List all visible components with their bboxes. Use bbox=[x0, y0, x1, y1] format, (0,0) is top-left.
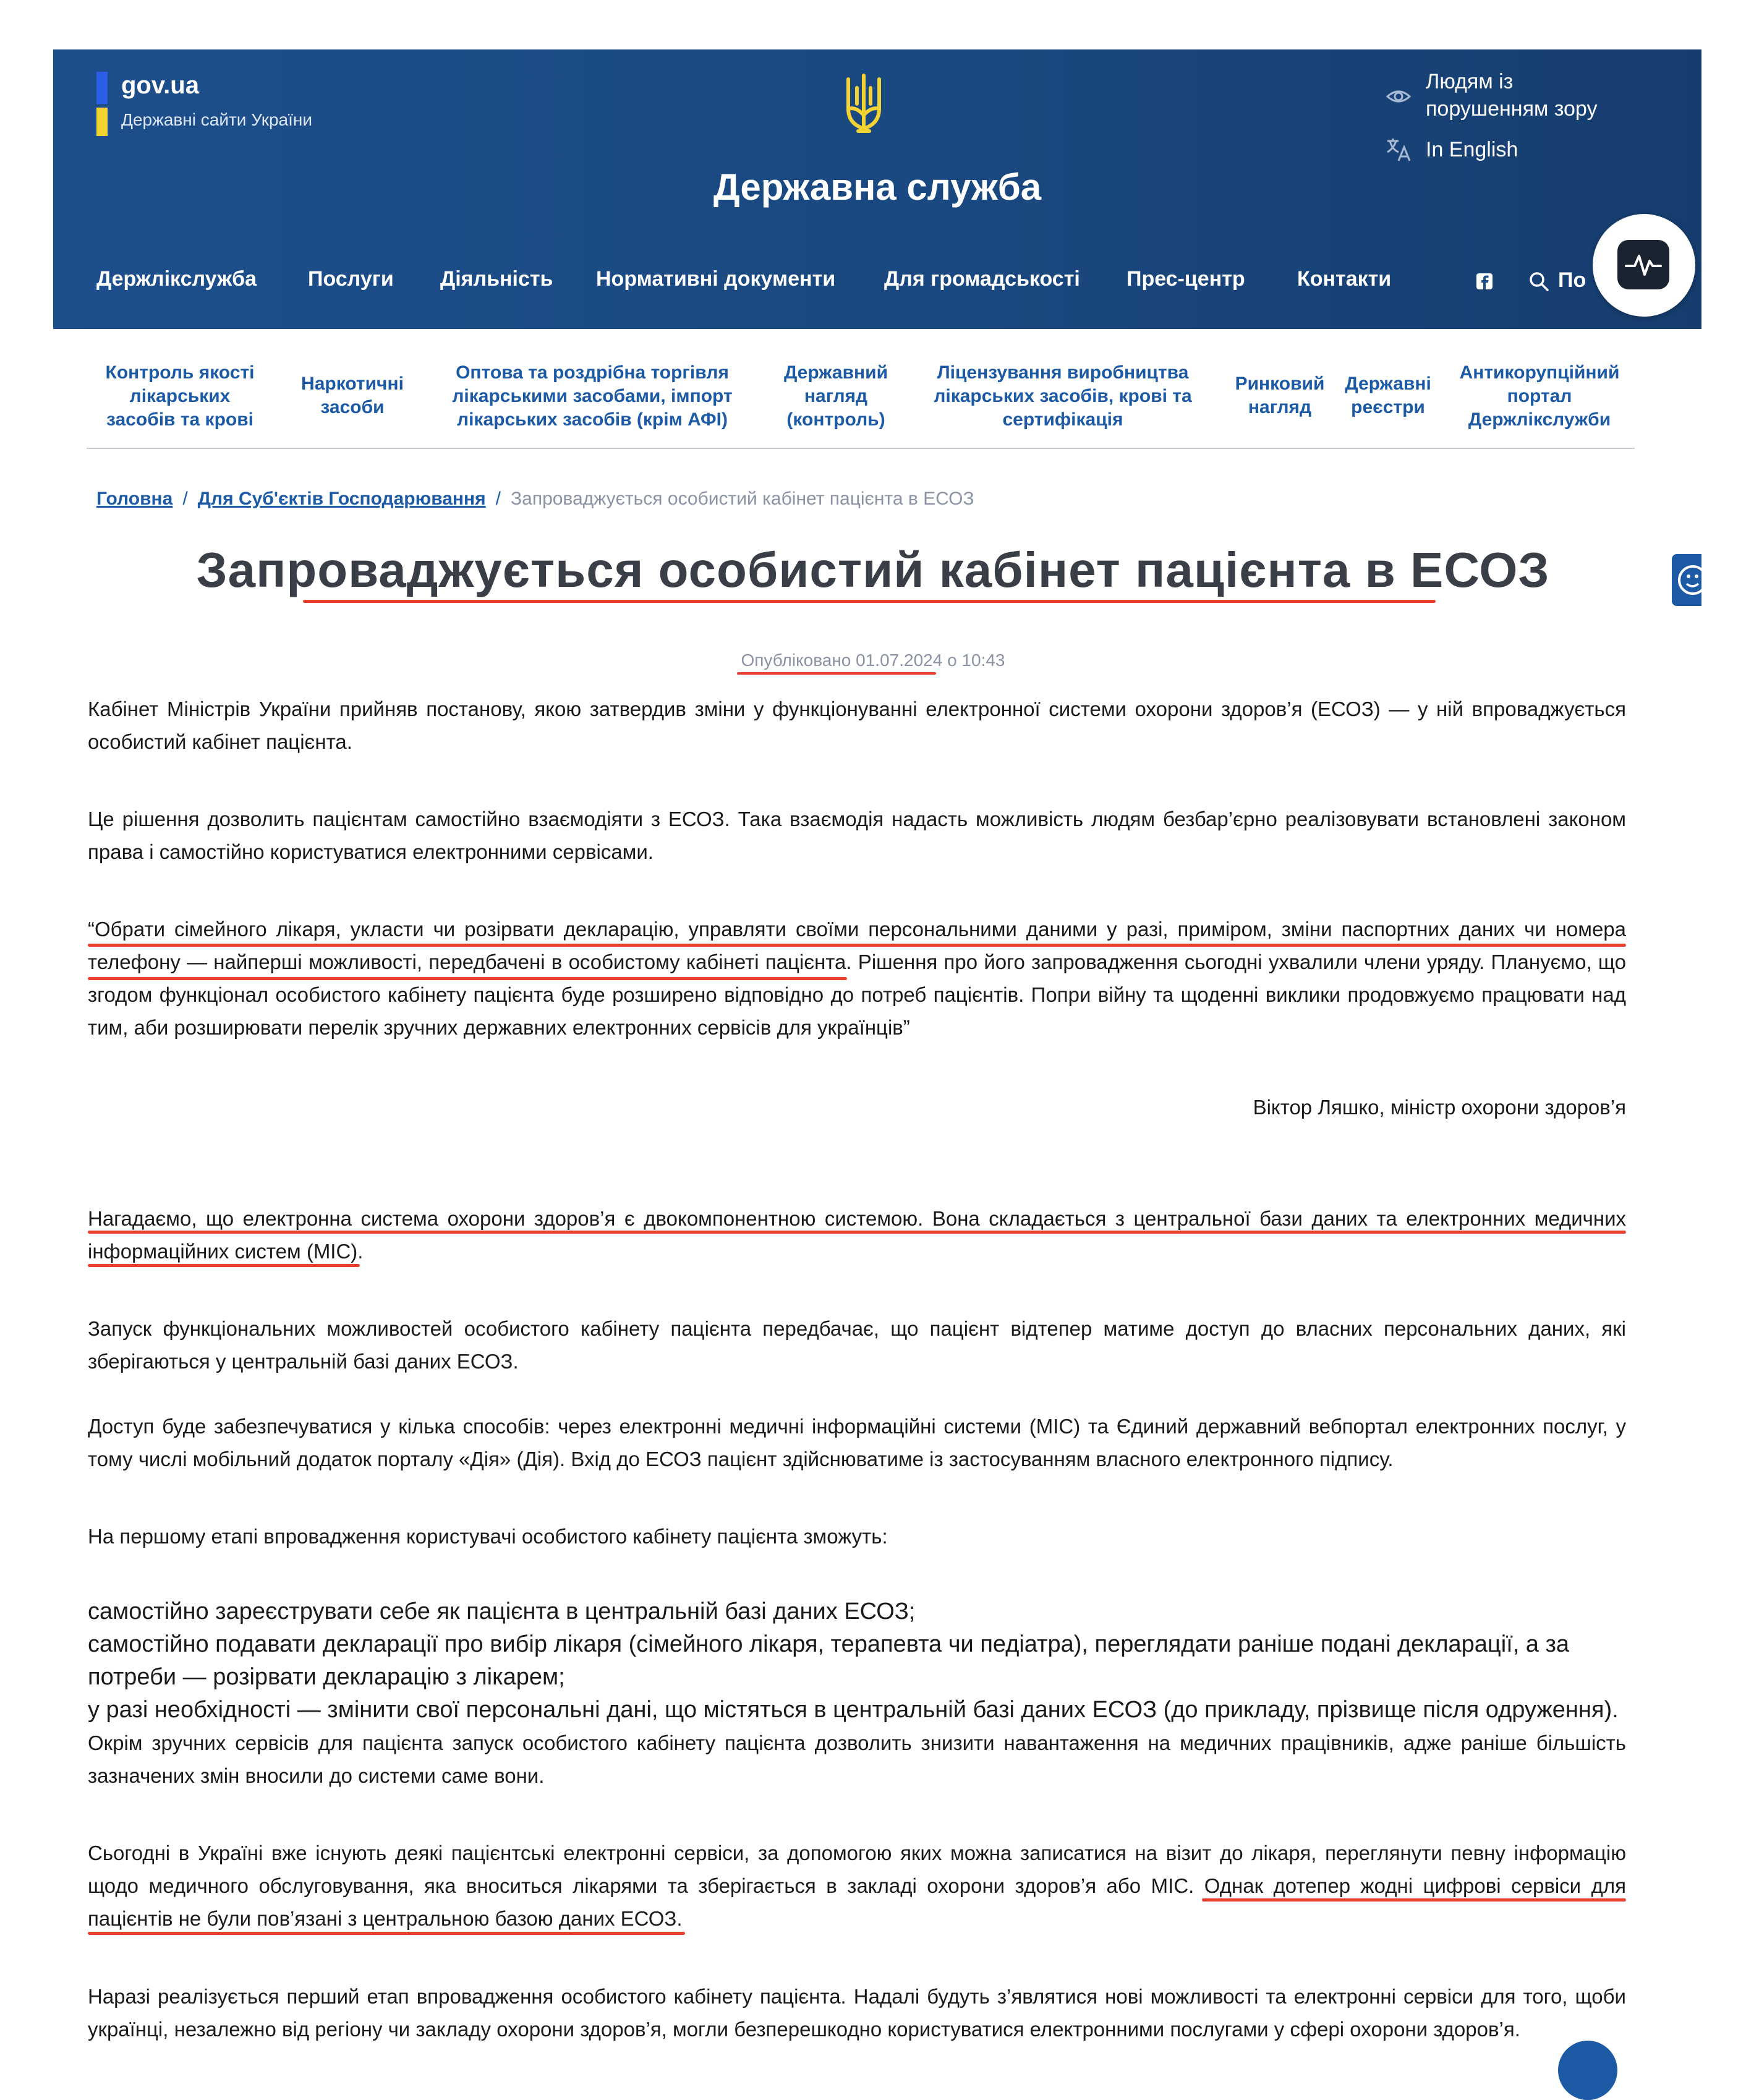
subnav-line: нагляд bbox=[804, 386, 868, 406]
english-label: In English bbox=[1426, 138, 1518, 161]
subnav-line: Оптова та роздрібна торгівля bbox=[456, 362, 729, 383]
article-paragraph-7: На першому етапі впровадження користувачі особистого кабінету пацієнта зможуть: bbox=[88, 1525, 888, 1548]
page-title: Запроваджується особистий кабінет пацієнта в ЕСОЗ bbox=[196, 542, 1550, 597]
low-vision-label-line1: Людям із bbox=[1426, 70, 1514, 93]
subnav-line: лікарськими засобами, імпорт bbox=[452, 386, 733, 406]
date-underline-mark bbox=[737, 672, 936, 675]
translate-icon bbox=[1385, 136, 1412, 163]
eye-icon bbox=[1385, 83, 1412, 110]
subnav-line: (контроль) bbox=[786, 409, 885, 430]
nav-item-derzhlikservice[interactable]: Держлікслужба bbox=[96, 267, 257, 291]
flag-yellow-stripe bbox=[96, 108, 108, 136]
title-underline-mark bbox=[303, 600, 1436, 603]
subnav-line: реєстри bbox=[1351, 397, 1425, 417]
subnav-line: сертифікація bbox=[1002, 409, 1123, 430]
breadcrumb-section[interactable]: Для Суб'єктів Господарювання bbox=[197, 489, 486, 509]
facebook-icon[interactable] bbox=[1475, 272, 1494, 291]
search-icon bbox=[1528, 271, 1549, 292]
list-item: самостійно зареєструвати себе як пацієнта в центральній базі даних ЕСОЗ; bbox=[88, 1598, 916, 1624]
subnav-line: лікарських засобів (крім АФІ) bbox=[457, 409, 728, 430]
article-paragraph-9: Сьогодні в Україні вже існують деякі пацієнтські електронні сервіси, за допомогою яких можна записатися на візит до лікаря, переглянути певну інформацію щодо медичного обслуговування, яка вноситься лікарями та зберігається в закладі охорони здоров’я або МІС. Однак дотепер жодні цифрові сервіси для пацієнтів не були пов’язані з центральною базою даних ЕСОЗ. bbox=[88, 1842, 1626, 1930]
subnav-item-quality-control[interactable] bbox=[96, 361, 263, 432]
subnav-line: лікарських засобів, крові та bbox=[934, 386, 1192, 406]
list-item: самостійно подавати декларації про вибір лікаря (сімейного лікаря, терапевта чи педіатра), переглядати раніше подані декларації, а за потреби — розірвати декларацію з лікарем; bbox=[88, 1631, 1570, 1690]
article-quote: “Обрати сімейного лікаря, укласти чи розірвати декларацію, управляти своїми персональними даними у разі, приміром, зміни паспортних даних чи номера телефону — найперші можливості, передбачені в особистому кабінеті пацієнта. Рішення про його запровадження сьогодні ухвалили члени уряду. Плануємо, що згодом функціонал особистого кабінету пацієнта буде розширено відповідно до потреб пацієнтів. Попри війну та щоденні виклики продовжуємо працювати над тим, аби розширювати перелік зручних державних електронних сервісів для українців” bbox=[88, 918, 1626, 1039]
breadcrumb-home[interactable]: Головна bbox=[96, 489, 173, 509]
subnav-line: засобів та крові bbox=[106, 409, 253, 430]
site-title: Державна служба bbox=[713, 166, 1042, 208]
paragraph-underline-mark bbox=[88, 1264, 360, 1267]
subnav-line: Наркотичні bbox=[301, 373, 404, 394]
subnav-line: Контроль якості bbox=[105, 362, 255, 383]
nav-item-contacts[interactable]: Контакти bbox=[1297, 267, 1392, 291]
article-paragraph-1: Кабінет Міністрів України прийняв постанову, якою затвердив зміни у функціонуванні електронної системи охорони здоров’я (ЕСОЗ) — у ній впроваджується особистий кабінет пацієнта. bbox=[88, 698, 1626, 753]
category-nav bbox=[87, 357, 1635, 449]
article-paragraph-8: Окрім зручних сервісів для пацієнта запуск особистого кабінету пацієнта дозволить знизити навантаження на медичних працівників, адже раніше більшість зазначених змін вносили до системи саме вони. bbox=[88, 1731, 1626, 1787]
nav-item-normative-docs[interactable]: Нормативні документи bbox=[596, 267, 836, 291]
pulse-icon bbox=[1617, 240, 1669, 289]
breadcrumb bbox=[96, 489, 974, 510]
subnav-item-state-registers[interactable] bbox=[1335, 372, 1441, 419]
paragraph-underline-mark bbox=[1202, 1898, 1626, 1902]
quote-signature: Віктор Ляшко, міністр охорони здоров’я bbox=[1253, 1096, 1626, 1119]
chat-button[interactable] bbox=[1558, 2041, 1617, 2100]
published-date: Опубліковано 01.07.2024 о 10:43 bbox=[741, 651, 1005, 670]
subnav-line: засоби bbox=[320, 397, 385, 417]
govua-title: gov.ua bbox=[121, 72, 199, 99]
site-header bbox=[53, 49, 1701, 329]
subnav-item-licensing[interactable] bbox=[920, 361, 1206, 432]
health-widget-button[interactable] bbox=[1593, 214, 1695, 317]
subnav-line: нагляд bbox=[1248, 397, 1312, 417]
article-paragraph-6: Доступ буде забезпечуватися у кілька способів: через електронні медичні інформаційні системи (МІС) та Єдиний державний вебпортал електронних послуг, у тому числі мобільний додаток порталу «Дія» (Дія). Вхід до ЕСОЗ пацієнт здійснюватиме із застосуванням власного електронного підпису. bbox=[88, 1415, 1626, 1470]
article-paragraph-5: Запуск функціональних можливостей особистого кабінету пацієнта передбачає, що пацієнт відтепер матиме доступ до власних персональних даних, які зберігаються у центральній базі даних ЕСОЗ. bbox=[88, 1317, 1626, 1373]
article-paragraph-4: Нагадаємо, що електронна система охорони здоров’я є двокомпонентною системою. Вона складається з центральної бази даних та електронних медичних інформаційних систем (МІС). bbox=[88, 1207, 1626, 1263]
subnav-line: портал bbox=[1507, 386, 1572, 406]
subnav-item-narcotics[interactable] bbox=[284, 372, 420, 419]
breadcrumb-current: Запроваджується особистий кабінет пацієнта в ЕСОЗ bbox=[511, 489, 974, 509]
quote-underline-mark bbox=[88, 944, 1626, 947]
nav-item-public[interactable]: Для громадськості bbox=[884, 267, 1080, 291]
subnav-line: Антикорупційний bbox=[1459, 362, 1620, 383]
article-paragraph-10: Наразі реалізується перший етап впровадження особистого кабінету пацієнта. Надалі будуть з’являтися нові можливості та електронні сервіси для того, щоби українці, незалежно від регіону чи закладу охорони здоров’я, могли безперешкодно користуватися електронними послугами у сфері охорони здоров’я. bbox=[88, 1985, 1626, 2041]
flag-blue-stripe bbox=[96, 72, 108, 104]
subnav-line: лікарських bbox=[129, 386, 231, 406]
govua-subtitle: Державні сайти України bbox=[121, 110, 313, 129]
subnav-line: Державні bbox=[1345, 373, 1431, 394]
subnav-item-market-surveillance[interactable] bbox=[1230, 372, 1329, 419]
paragraph-underline-mark bbox=[88, 1231, 1626, 1234]
nav-item-activity[interactable]: Діяльність bbox=[440, 267, 553, 291]
subnav-line: Ринковий bbox=[1235, 373, 1325, 394]
search-label: По bbox=[1558, 268, 1586, 292]
quote-underline-mark bbox=[88, 977, 847, 980]
search-button[interactable] bbox=[1528, 268, 1586, 292]
trident-icon[interactable] bbox=[843, 72, 884, 136]
article-paragraph-2: Це рішення дозволить пацієнтам самостійно взаємодіяти з ЕСОЗ. Така взаємодія надасть можливість людям безбар’єрно реалізовувати встановлені законом права і самостійно користуватися електронними сервісами. bbox=[88, 808, 1626, 863]
paragraph-underline-mark bbox=[88, 1932, 685, 1935]
list-item: у разі необхідності — змінити свої персональні дані, що містяться в центральній базі даних ЕСОЗ (до прикладу, прізвище після одруження). bbox=[88, 1697, 1619, 1723]
breadcrumb-separator: / bbox=[495, 489, 501, 509]
subnav-line: Державний bbox=[783, 362, 888, 383]
nav-item-services[interactable]: Послуги bbox=[308, 267, 394, 291]
breadcrumb-separator: / bbox=[182, 489, 188, 509]
subnav-item-wholesale-retail[interactable] bbox=[443, 361, 742, 432]
low-vision-label-line2: порушенням зору bbox=[1426, 97, 1598, 121]
nav-item-press-center[interactable]: Прес-центр bbox=[1126, 267, 1245, 291]
subnav-item-anticorruption[interactable] bbox=[1447, 361, 1632, 432]
subnav-item-state-supervision[interactable] bbox=[774, 361, 898, 432]
subnav-line: Держлікслужби bbox=[1468, 409, 1611, 430]
subnav-line: Ліцензування виробництва bbox=[937, 362, 1189, 383]
